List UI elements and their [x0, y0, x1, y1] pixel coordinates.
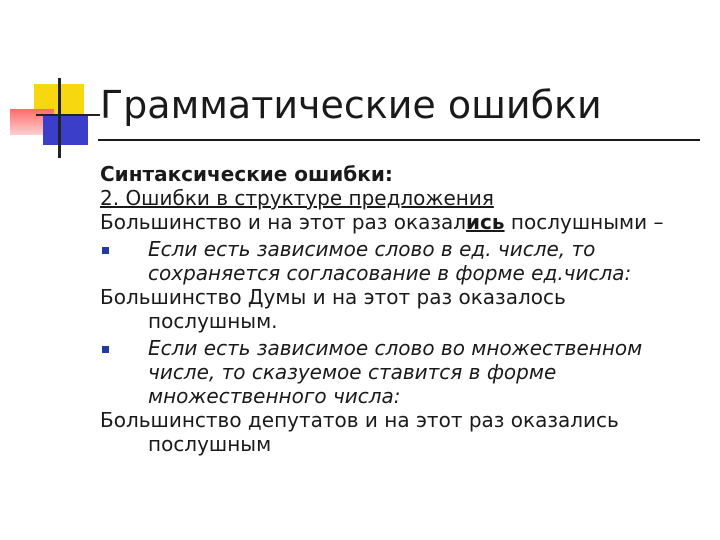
bullet-1-line-2: сохраняется согласование в форме ед.числа:: [148, 261, 632, 285]
example-sentence-2-cont: послушным.: [148, 309, 278, 333]
example-1-before: Большинство и на этот раз оказал: [100, 210, 467, 234]
bullet-item-1: [100, 237, 710, 261]
slide-title: Грамматические ошибки: [100, 83, 602, 127]
decor-vertical-line: [58, 78, 61, 158]
example-sentence-2: Большинство Думы и на этот раз оказалось: [100, 285, 566, 309]
title-underline: [98, 139, 700, 141]
bullet-1-line-1: Если есть зависимое слово в ед. числе, то: [148, 237, 596, 261]
bullet-item-2: [100, 336, 710, 360]
square-bullet-icon: [102, 247, 109, 254]
bullet-2-line-3: множественного числа:: [148, 384, 401, 408]
example-1-after: послушными –: [504, 210, 664, 234]
decor-blue-square: [43, 116, 88, 145]
example-1-emphasis: ись: [466, 210, 505, 234]
bullet-2-line-2: числе, то сказуемое ставится в форме: [148, 360, 557, 384]
section-heading: Синтаксические ошибки:: [100, 162, 393, 186]
square-bullet-icon: [102, 346, 109, 353]
decor-horizontal-line: [36, 114, 100, 116]
example-sentence-1: [100, 210, 710, 234]
subheading: 2. Ошибки в структуре предложения: [100, 186, 494, 210]
example-sentence-3: Большинство депутатов и на этот раз оказались: [100, 408, 619, 432]
bullet-item-2-cont2: [100, 384, 710, 408]
example-sentence-3-cont: послушным: [148, 432, 272, 456]
slide-content: [100, 162, 710, 456]
bullet-item-1-cont: [100, 261, 710, 285]
bullet-item-2-cont: [100, 360, 710, 384]
bullet-2-line-1: Если есть зависимое слово во множественном: [148, 336, 643, 360]
